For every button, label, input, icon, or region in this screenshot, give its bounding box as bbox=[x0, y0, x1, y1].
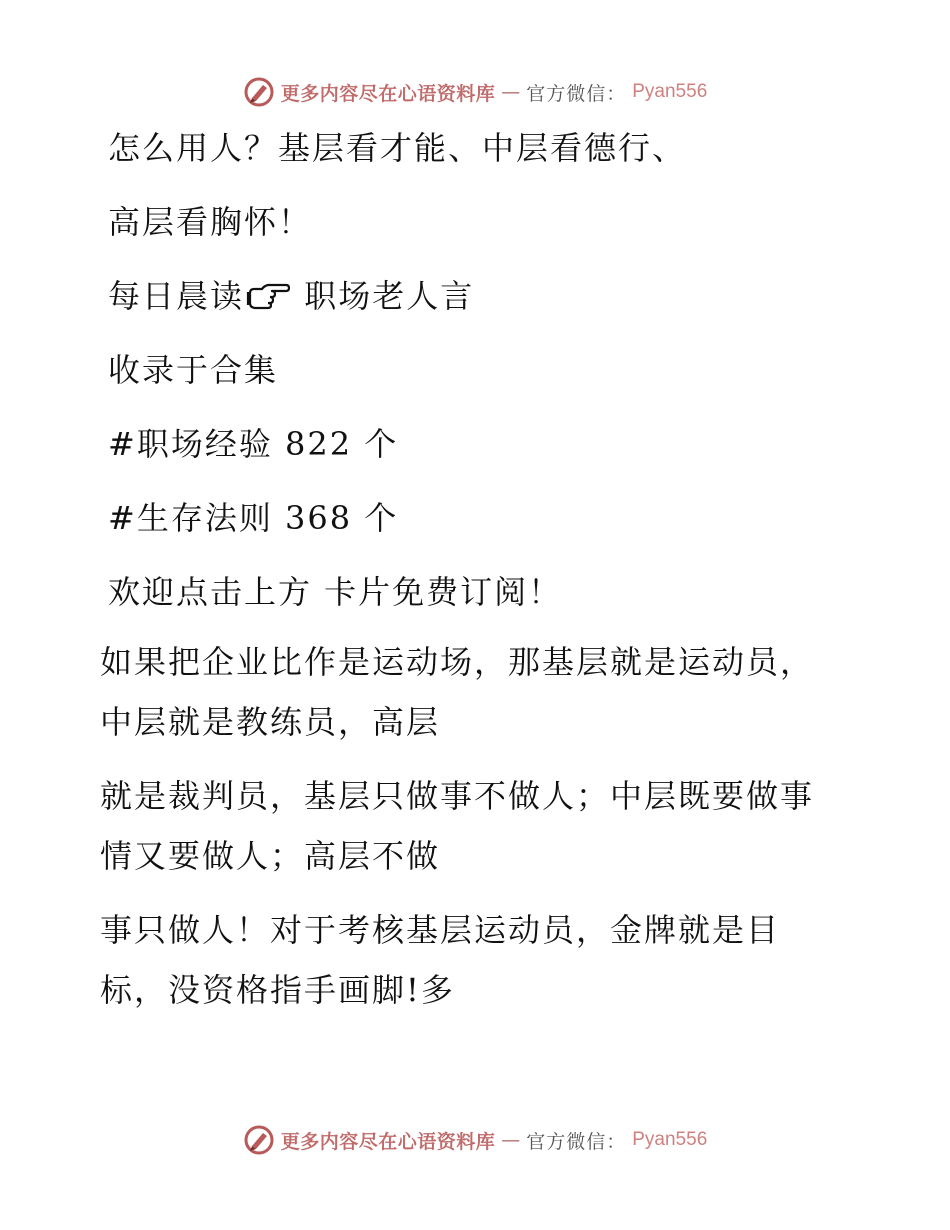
footer-watermark bbox=[0, 1120, 950, 1160]
watermark-text: 更多内容尽在心语资料库 bbox=[280, 1130, 496, 1153]
subscribe-prompt: 欢迎点击上方 卡片免费订阅！ bbox=[108, 573, 563, 611]
morning-read-label: 每日晨读 bbox=[108, 277, 245, 315]
paragraph-2: 就是裁判员，基层只做事不做人；中层既要做事情又要做人；高层不做 bbox=[100, 777, 815, 875]
watermark-dash: — bbox=[501, 81, 521, 103]
header-watermark bbox=[0, 72, 950, 112]
morning-read-title: 职场老人言 bbox=[292, 277, 475, 315]
morning-read-line bbox=[108, 276, 474, 316]
watermark-id: Pyan556 bbox=[632, 81, 708, 102]
heading-line-2: 高层看胸怀！ bbox=[108, 203, 313, 241]
tag-survival-rules[interactable]: #生存法则 368 个 bbox=[108, 499, 399, 537]
watermark-official: 官方微信： bbox=[526, 1130, 627, 1153]
pointing-hand-icon bbox=[246, 281, 290, 311]
heading-line-1: 怎么用人？基层看才能、中层看德行、 bbox=[108, 129, 687, 167]
paragraph-1: 如果把企业比作是运动场，那基层就是运动员，中层就是教练员，高层 bbox=[100, 643, 815, 741]
collection-label: 收录于合集 bbox=[108, 351, 279, 389]
watermark-text: 更多内容尽在心语资料库 bbox=[280, 82, 496, 105]
watermark-dash: — bbox=[501, 1129, 521, 1151]
watermark-official: 官方微信： bbox=[526, 82, 627, 105]
tag-workplace-experience[interactable]: #职场经验 822 个 bbox=[108, 425, 399, 463]
pen-seal-icon bbox=[243, 1124, 275, 1156]
paragraph-3: 事只做人！对于考核基层运动员，金牌就是目标，没资格指手画脚!多 bbox=[100, 911, 781, 1009]
pen-seal-icon bbox=[243, 76, 275, 108]
watermark-id: Pyan556 bbox=[632, 1129, 708, 1150]
